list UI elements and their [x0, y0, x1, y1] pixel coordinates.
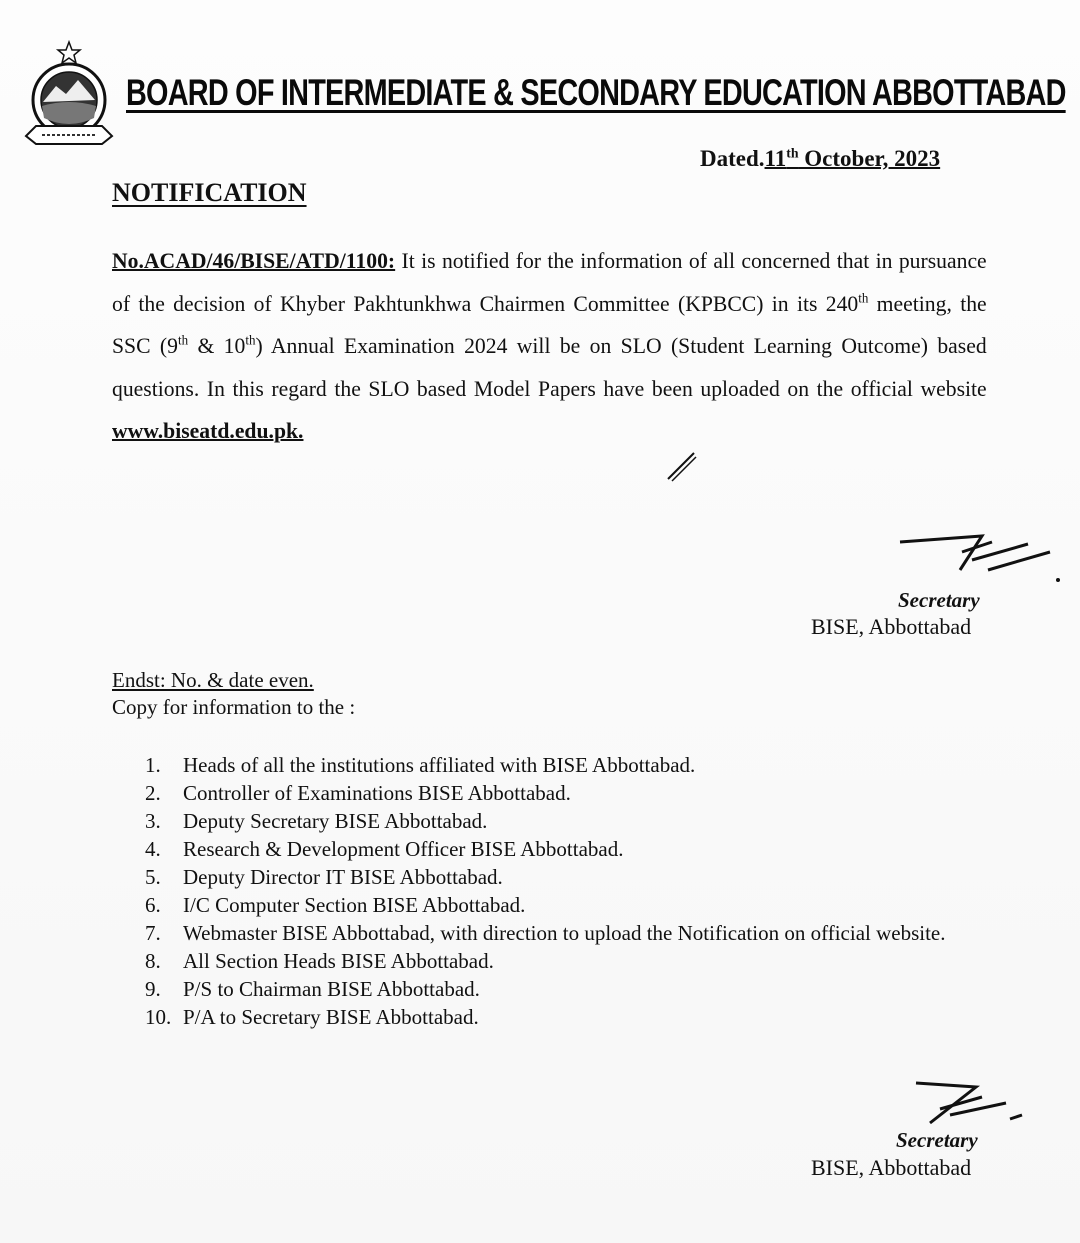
reference-number: No.ACAD/46/BISE/ATD/1100: [112, 248, 396, 273]
list-number: 5. [145, 865, 161, 889]
signature-icon [910, 1075, 1040, 1135]
list-item [145, 807, 1005, 835]
list-item [145, 891, 1005, 919]
list-number: 3. [145, 809, 161, 833]
list-number: 8. [145, 949, 161, 973]
copy-to-line: Copy for information to the : [112, 695, 356, 719]
list-number: 2. [145, 781, 161, 805]
list-number: 6. [145, 893, 161, 917]
website-link[interactable]: www.biseatd.edu.pk. [112, 418, 304, 443]
date-day-suffix: th [786, 145, 799, 161]
list-text: Controller of Examinations BISE Abbottabad. [183, 781, 571, 805]
body-text: ) Annual Examination 2024 will be on SLO (Student Learning Outcome) based questions. In this regard the SLO based Model Papers have been uploaded on the official website [112, 333, 987, 401]
ordinal-suffix: th [245, 332, 256, 348]
list-text: All Section Heads BISE Abbottabad. [183, 949, 494, 973]
endorsement-line: Endst: No. & date even. [112, 668, 314, 692]
signatory-office: BISE, Abbottabad [811, 1155, 972, 1180]
list-number: 4. [145, 837, 161, 861]
dated-prefix: Dated. [700, 146, 765, 171]
body-text: & 10 [188, 333, 246, 358]
list-text: Research & Development Officer BISE Abbottabad. [183, 837, 624, 861]
list-number: 9. [145, 977, 161, 1001]
list-text: Deputy Secretary BISE Abbottabad. [183, 809, 488, 833]
list-text: Heads of all the institutions affiliated with BISE Abbottabad. [183, 753, 696, 777]
list-number: 1. [145, 753, 161, 777]
signatory-designation: Secretary [896, 1128, 978, 1152]
date-value [765, 146, 941, 171]
list-item [145, 919, 1005, 947]
notification-title: NOTIFICATION [112, 178, 307, 207]
ordinal-suffix: th [177, 332, 189, 348]
bise-emblem-icon [14, 40, 124, 150]
signature-icon [890, 530, 1070, 590]
list-item [145, 863, 1005, 891]
list-item [145, 947, 1005, 975]
notification-body [112, 240, 987, 453]
list-item [145, 779, 1005, 807]
signatory-designation: Secretary [898, 588, 980, 612]
pen-mark-icon [660, 445, 700, 485]
date-day: 11 [764, 146, 787, 171]
signatory-office: BISE, Abbottabad [811, 614, 972, 639]
list-item [145, 751, 1005, 779]
list-item [145, 1003, 1005, 1031]
list-text: I/C Computer Section BISE Abbottabad. [183, 893, 526, 917]
distribution-list [145, 751, 1005, 1031]
list-text: Deputy Director IT BISE Abbottabad. [183, 865, 503, 889]
date-month-year: October, 2023 [798, 146, 941, 171]
dated-line [700, 146, 940, 172]
list-text: P/S to Chairman BISE Abbottabad. [183, 977, 480, 1001]
list-text: Webmaster BISE Abbottabad, with direction to upload the Notification on official website. [183, 921, 946, 945]
list-item [145, 975, 1005, 1003]
list-number: 10. [145, 1005, 172, 1029]
list-text: P/A to Secretary BISE Abbottabad. [183, 1005, 479, 1029]
ordinal-suffix: th [858, 290, 869, 306]
board-title: BOARD OF INTERMEDIATE & SECONDARY EDUCATION ABBOTTABAD [126, 72, 1066, 113]
body-text: It is notified for the information of all concerned that in pursuance of the decision of Khyber Pakhtunkhwa Chairmen Committee (KPBCC) in its 240 [112, 248, 987, 316]
body-text: meeting, the SSC (9 [112, 290, 987, 358]
list-number: 7. [145, 921, 161, 945]
list-item [145, 835, 1005, 863]
